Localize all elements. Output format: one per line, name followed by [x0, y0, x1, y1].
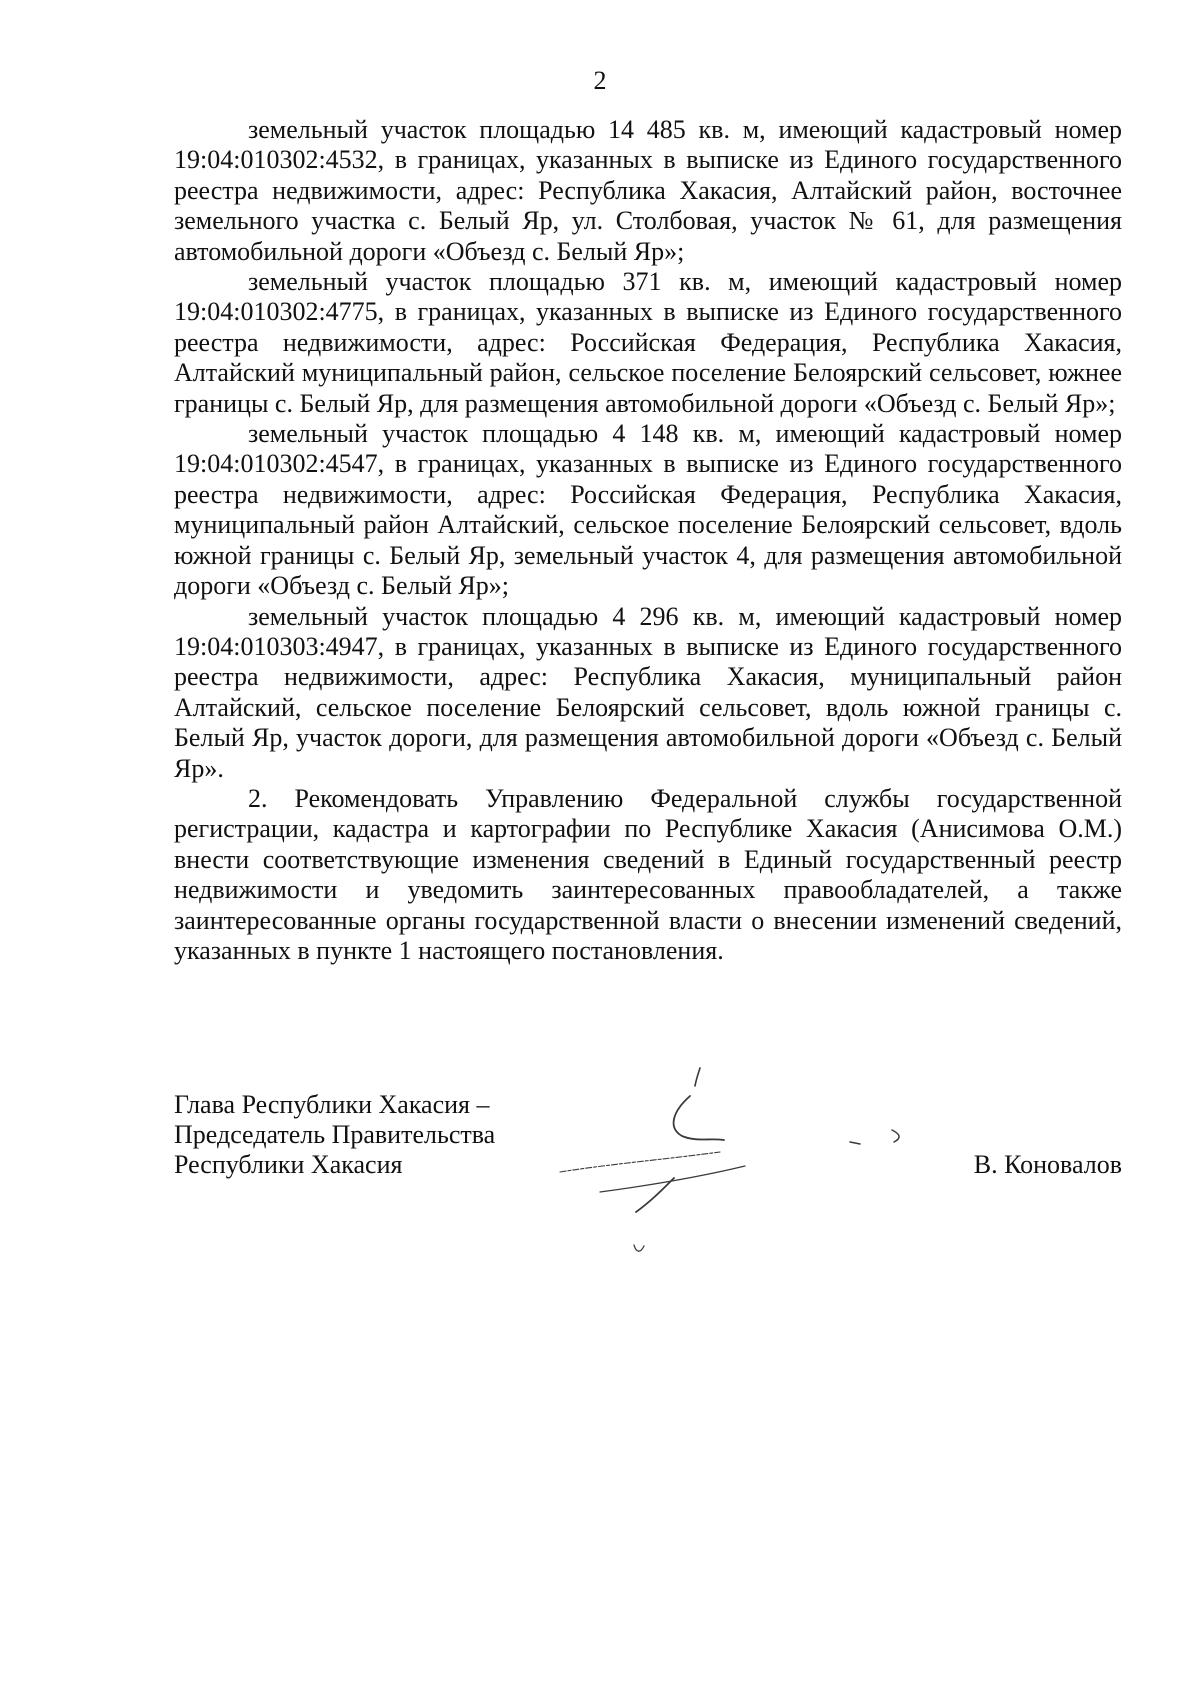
paragraph-land-plot-3: земельный участок площадью 4 148 кв. м, имеющий кадастровый номер 19:04:010302:4547, в границах, указанных в выписке из Единого государственного реестра недвижимости, адрес: Российская Федерация, Республика Хакасия, муниципальный район Алтайский, сельское поселение Белоярский сельсовет, вдоль южной границы с. Белый Яр, земельный участок 4, для размещения автомобильной дороги «Объезд с. Белый Яр»; [174, 419, 1122, 601]
signatory-title-line-2: Председатель Правительства [174, 1120, 496, 1149]
paragraph-land-plot-1: земельный участок площадью 14 485 кв. м, имеющий кадастровый номер 19:04:010302:4532, в границах, указанных в выписке из Единого государственного реестра недвижимости, адрес: Республика Хакасия, Алтайский район, восточнее земельного участка с. Белый Яр, ул. Столбовая, участок № 61, для размещения автомобильной дороги «Объезд с. Белый Яр»; [174, 115, 1122, 266]
paragraph-recommendation: 2. Рекомендовать Управлению Федеральной службы государственной регистрации, кадастра и картографии по Республике Хакасия (Анисимова О.М.) внести соответствующие изменения сведений в Единый государственный реестр недвижимости и уведомить заинтересованных правообладателей, а также заинтересованные органы государственной власти о внесении изменений сведений, указанных в пункте 1 настоящего постановления. [174, 783, 1122, 965]
signatory-name: В. Коновалов [973, 1150, 1122, 1179]
handwritten-signature-icon [550, 1060, 930, 1260]
document-body [174, 115, 1122, 966]
paragraph-land-plot-4: земельный участок площадью 4 296 кв. м, имеющий кадастровый номер 19:04:010303:4947, в границах, указанных в выписке из Единого государственного реестра недвижимости, адрес: Республика Хакасия, муниципальный район Алтайский, сельское поселение Белоярский сельсовет, вдоль южной границы с. Белый Яр, участок дороги, для размещения автомобильной дороги «Объезд с. Белый Яр». [174, 601, 1122, 783]
page-number: 2 [593, 66, 607, 95]
signatory-title [174, 1090, 495, 1180]
signatory-title-line-1: Глава Республики Хакасия – [174, 1090, 490, 1119]
signatory-title-line-3: Республики Хакасия [174, 1150, 403, 1179]
paragraph-land-plot-2: земельный участок площадью 371 кв. м, имеющий кадастровый номер 19:04:010302:4775, в границах, указанных в выписке из Единого государственного реестра недвижимости, адрес: Российская Федерация, Республика Хакасия, Алтайский муниципальный район, сельское поселение Белоярский сельсовет, южнее границы с. Белый Яр, для размещения автомобильной дороги «Объезд с. Белый Яр»; [174, 267, 1122, 418]
